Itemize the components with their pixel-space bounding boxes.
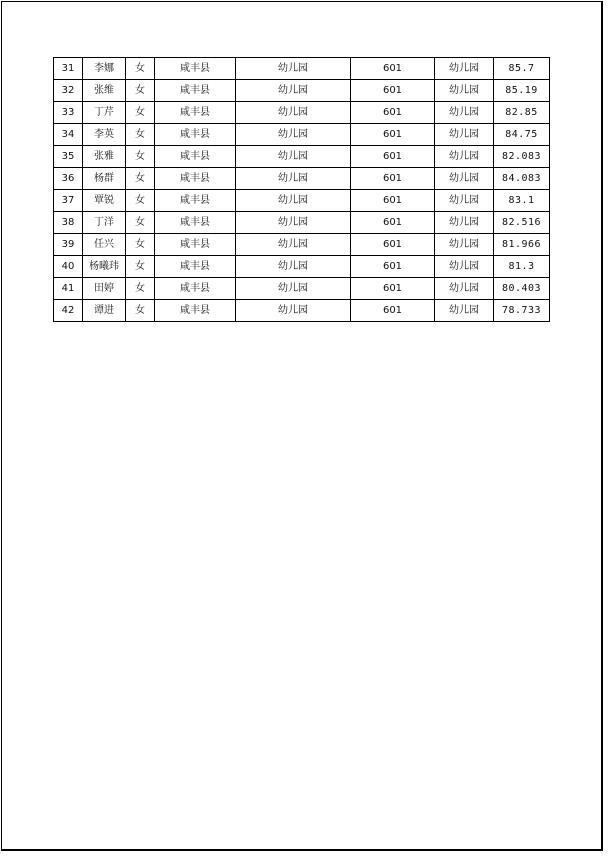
row-number: 37 <box>54 190 83 212</box>
position-code: 601 <box>351 168 435 190</box>
candidate-gender: 女 <box>126 102 155 124</box>
candidate-county: 咸丰县 <box>155 190 236 212</box>
candidate-name: 杨群 <box>83 168 126 190</box>
candidate-unit: 幼儿园 <box>236 256 351 278</box>
candidate-gender: 女 <box>126 256 155 278</box>
candidate-county: 咸丰县 <box>155 80 236 102</box>
candidate-unit: 幼儿园 <box>236 234 351 256</box>
position-code: 601 <box>351 124 435 146</box>
candidate-table <box>53 57 550 322</box>
candidate-name: 张维 <box>83 80 126 102</box>
position-code: 601 <box>351 234 435 256</box>
candidate-unit: 幼儿园 <box>236 58 351 80</box>
document-page <box>1 1 603 851</box>
position-name: 幼儿园 <box>435 102 494 124</box>
position-name: 幼儿园 <box>435 58 494 80</box>
candidate-county: 咸丰县 <box>155 102 236 124</box>
candidate-score: 84.75 <box>494 124 550 146</box>
candidate-gender: 女 <box>126 190 155 212</box>
position-code: 601 <box>351 102 435 124</box>
candidate-score: 84.083 <box>494 168 550 190</box>
candidate-score: 85.7 <box>494 58 550 80</box>
table-row <box>54 278 550 300</box>
position-code: 601 <box>351 278 435 300</box>
candidate-unit: 幼儿园 <box>236 124 351 146</box>
row-number: 39 <box>54 234 83 256</box>
candidate-unit: 幼儿园 <box>236 278 351 300</box>
position-code: 601 <box>351 58 435 80</box>
position-name: 幼儿园 <box>435 278 494 300</box>
row-number: 41 <box>54 278 83 300</box>
table-row <box>54 124 550 146</box>
position-code: 601 <box>351 80 435 102</box>
candidate-county: 咸丰县 <box>155 124 236 146</box>
candidate-county: 咸丰县 <box>155 58 236 80</box>
candidate-score: 80.403 <box>494 278 550 300</box>
candidate-gender: 女 <box>126 124 155 146</box>
table-row <box>54 256 550 278</box>
position-name: 幼儿园 <box>435 80 494 102</box>
candidate-gender: 女 <box>126 58 155 80</box>
candidate-name: 丁芹 <box>83 102 126 124</box>
candidate-score: 85.19 <box>494 80 550 102</box>
row-number: 42 <box>54 300 83 322</box>
candidate-gender: 女 <box>126 300 155 322</box>
candidate-gender: 女 <box>126 80 155 102</box>
candidate-county: 咸丰县 <box>155 278 236 300</box>
position-name: 幼儿园 <box>435 146 494 168</box>
row-number: 33 <box>54 102 83 124</box>
position-name: 幼儿园 <box>435 234 494 256</box>
candidate-unit: 幼儿园 <box>236 146 351 168</box>
candidate-name: 李娜 <box>83 58 126 80</box>
candidate-score: 78.733 <box>494 300 550 322</box>
candidate-unit: 幼儿园 <box>236 168 351 190</box>
candidate-gender: 女 <box>126 234 155 256</box>
position-name: 幼儿园 <box>435 212 494 234</box>
candidate-score: 81.966 <box>494 234 550 256</box>
table-row <box>54 146 550 168</box>
row-number: 31 <box>54 58 83 80</box>
table-row <box>54 80 550 102</box>
candidate-gender: 女 <box>126 278 155 300</box>
row-number: 34 <box>54 124 83 146</box>
candidate-county: 咸丰县 <box>155 168 236 190</box>
row-number: 38 <box>54 212 83 234</box>
candidate-unit: 幼儿园 <box>236 212 351 234</box>
candidate-unit: 幼儿园 <box>236 190 351 212</box>
candidate-county: 咸丰县 <box>155 146 236 168</box>
candidate-name: 谭进 <box>83 300 126 322</box>
candidate-gender: 女 <box>126 168 155 190</box>
candidate-table-body <box>54 58 550 322</box>
position-name: 幼儿园 <box>435 300 494 322</box>
candidate-unit: 幼儿园 <box>236 102 351 124</box>
candidate-county: 咸丰县 <box>155 234 236 256</box>
candidate-county: 咸丰县 <box>155 256 236 278</box>
table-row <box>54 300 550 322</box>
table-row <box>54 190 550 212</box>
candidate-name: 田婷 <box>83 278 126 300</box>
candidate-unit: 幼儿园 <box>236 300 351 322</box>
candidate-score: 82.516 <box>494 212 550 234</box>
position-name: 幼儿园 <box>435 190 494 212</box>
candidate-name: 丁洋 <box>83 212 126 234</box>
candidate-score: 82.083 <box>494 146 550 168</box>
candidate-county: 咸丰县 <box>155 212 236 234</box>
row-number: 32 <box>54 80 83 102</box>
candidate-name: 李英 <box>83 124 126 146</box>
candidate-name: 任兴 <box>83 234 126 256</box>
table-row <box>54 58 550 80</box>
candidate-gender: 女 <box>126 146 155 168</box>
candidate-name: 杨曦玮 <box>83 256 126 278</box>
row-number: 40 <box>54 256 83 278</box>
row-number: 35 <box>54 146 83 168</box>
candidate-county: 咸丰县 <box>155 300 236 322</box>
candidate-gender: 女 <box>126 212 155 234</box>
candidate-name: 张雅 <box>83 146 126 168</box>
table-row <box>54 168 550 190</box>
candidate-score: 81.3 <box>494 256 550 278</box>
table-row <box>54 234 550 256</box>
position-name: 幼儿园 <box>435 124 494 146</box>
position-code: 601 <box>351 256 435 278</box>
position-code: 601 <box>351 146 435 168</box>
position-name: 幼儿园 <box>435 168 494 190</box>
candidate-score: 83.1 <box>494 190 550 212</box>
position-name: 幼儿园 <box>435 256 494 278</box>
position-code: 601 <box>351 212 435 234</box>
candidate-score: 82.85 <box>494 102 550 124</box>
position-code: 601 <box>351 300 435 322</box>
candidate-unit: 幼儿园 <box>236 80 351 102</box>
table-row <box>54 102 550 124</box>
position-code: 601 <box>351 190 435 212</box>
table-row <box>54 212 550 234</box>
candidate-name: 覃锐 <box>83 190 126 212</box>
row-number: 36 <box>54 168 83 190</box>
